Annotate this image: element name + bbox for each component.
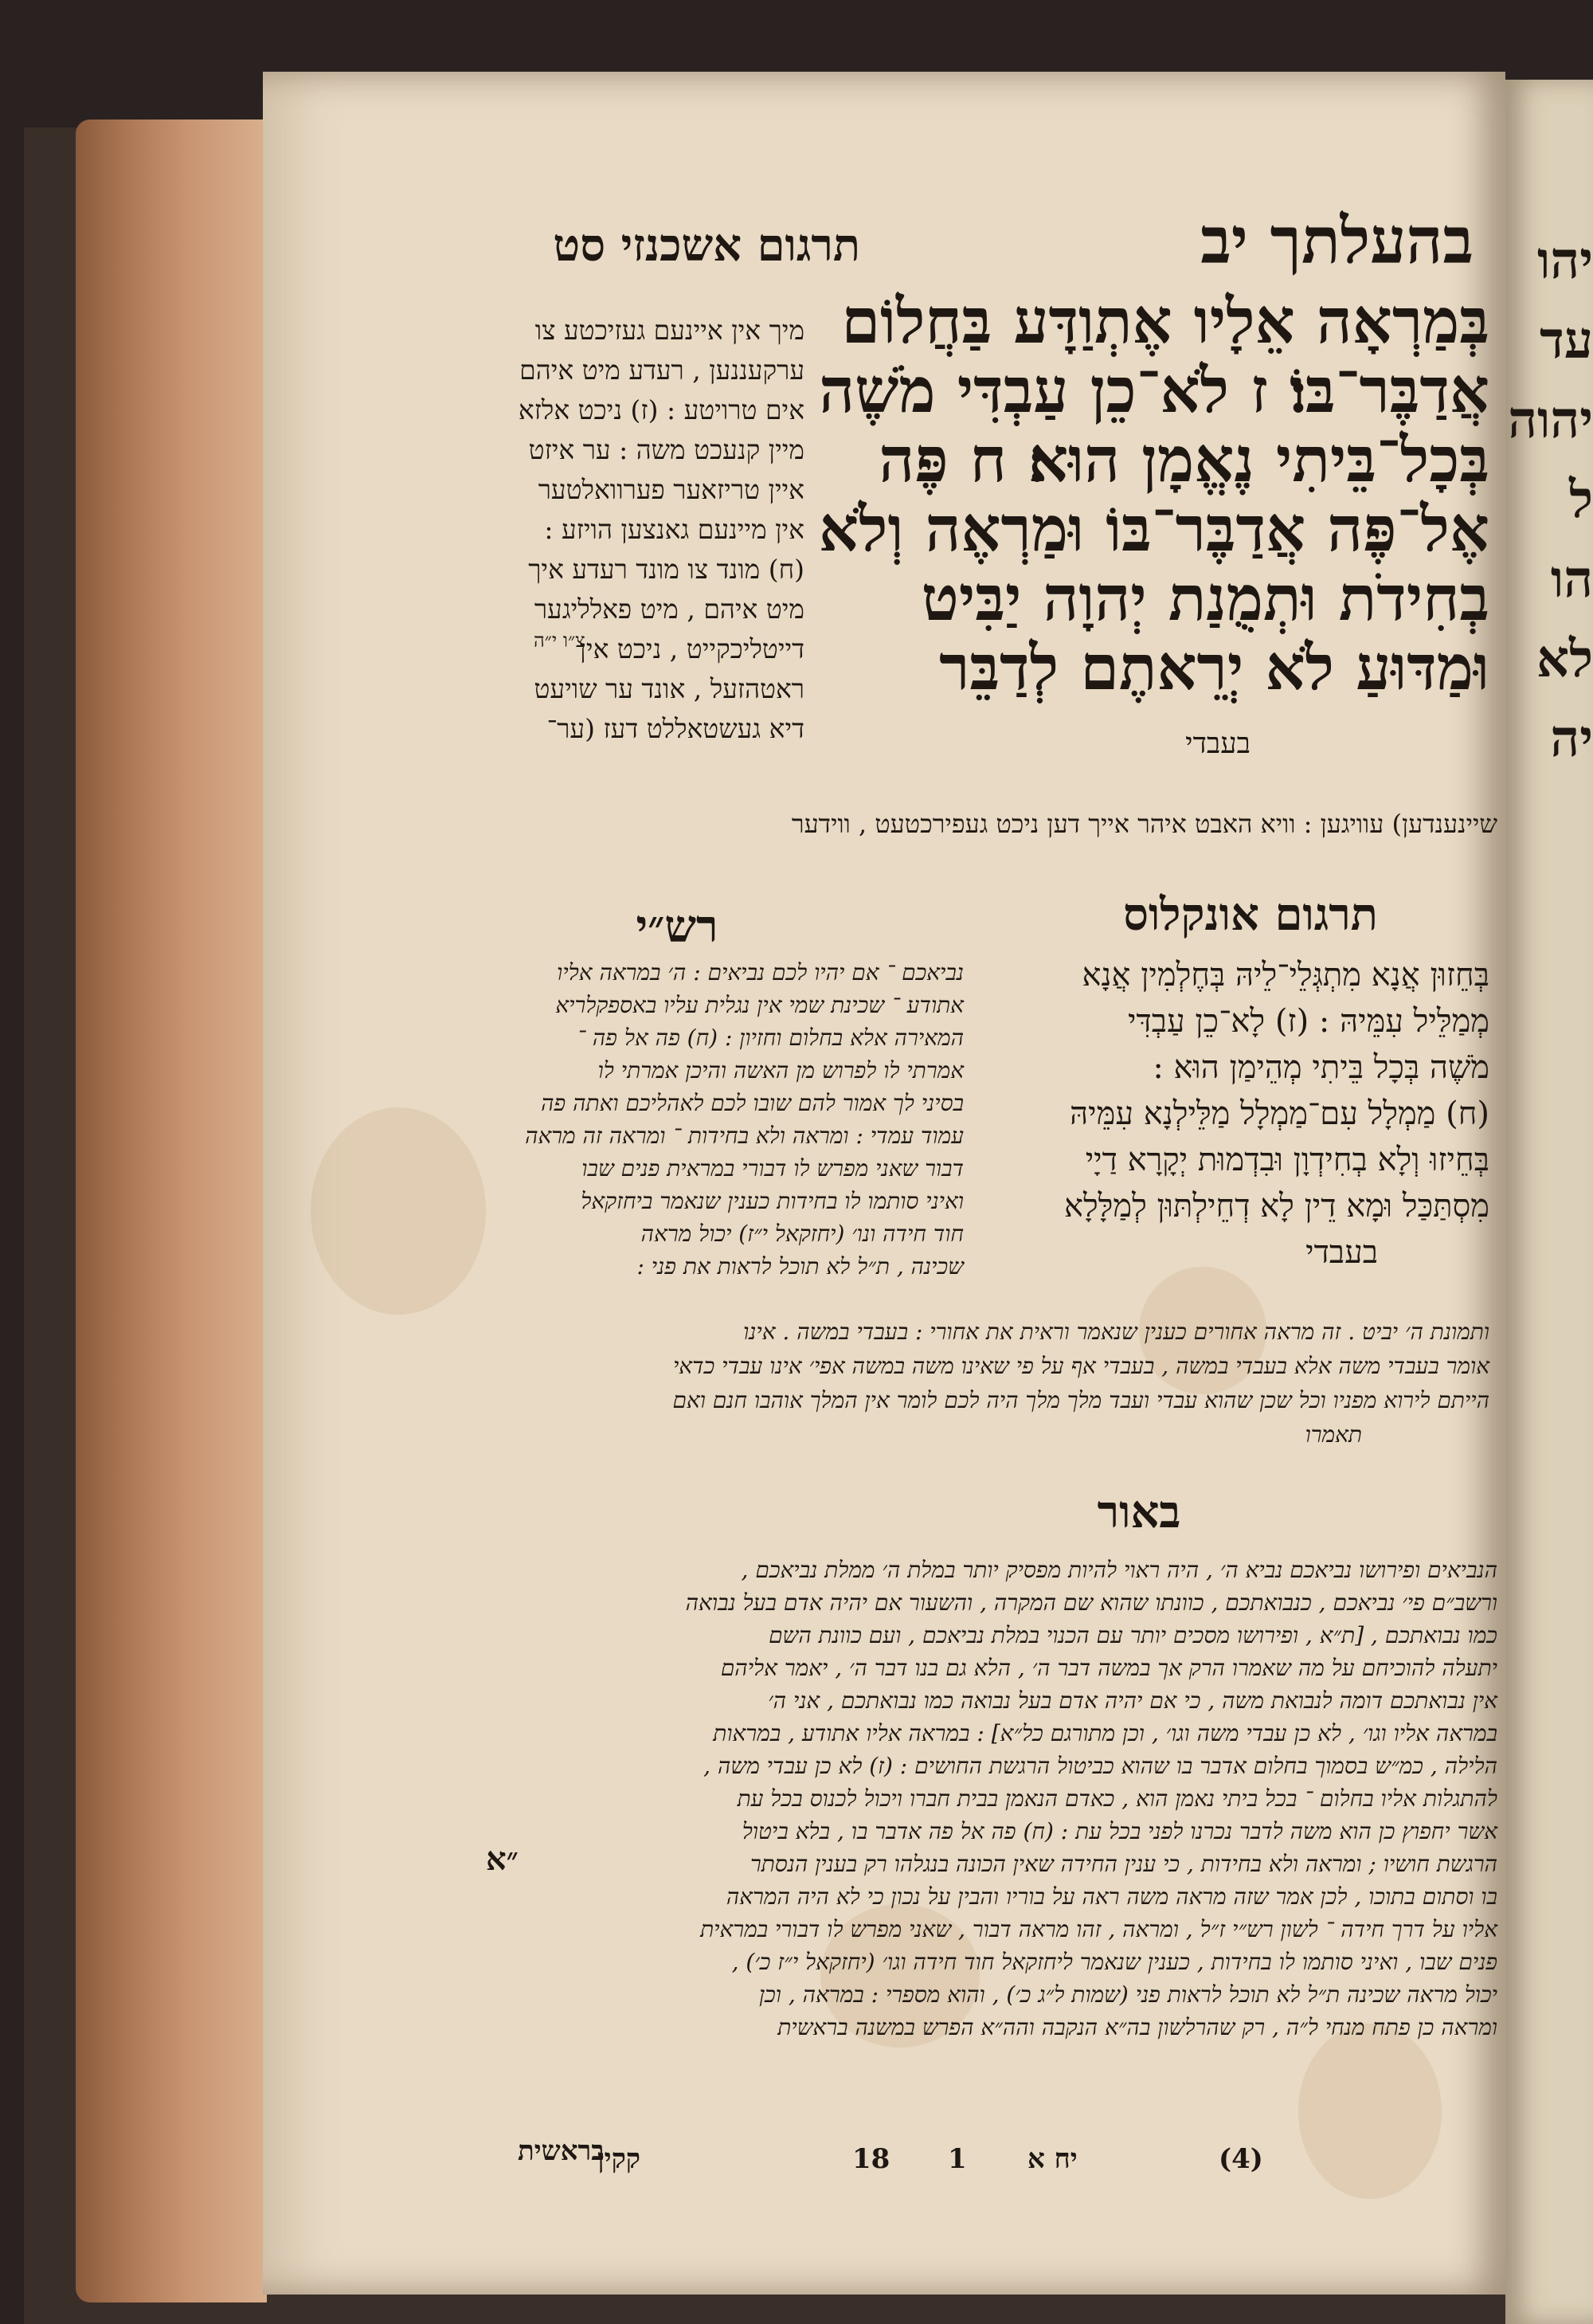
translation-line: ערקעננען , רעדע מיט איהם xyxy=(519,355,804,386)
stain xyxy=(1298,2024,1442,2199)
running-header-right: בהעלתך יב xyxy=(1200,203,1474,278)
rashi-line: אומר בעבדי משה אלא בעבדי במשה , בעבדי אף על פי שאינו משה במשה אפי׳ אינו עבדי כדאי xyxy=(672,1353,1489,1379)
biur-line: הרגשת חושיו ; ומראה ולא בחידות , כי ענין החידה שאין הכונה בנגלהו רק בענין הנסתר xyxy=(750,1851,1497,1877)
biur-line: יתעלה להוכיחם על מה שאמרו הרק אך במשה דבר ה׳ , הלא גם בנו דבר ה׳ , יאמר אליהם xyxy=(720,1655,1497,1681)
translation-line: (ח) מונד צו מונד רעדע איך xyxy=(528,554,804,585)
facing-page-text: יהוה xyxy=(1508,390,1593,450)
rashi-line: ותמונת ה׳ יביט . זה מראה אחורים כענין שנאמר וראית את אחורי : בעבדי במשה . אינו xyxy=(743,1319,1489,1345)
biur-line: אליו על דרך חידה ־ לשון רש״י ז״ל , ומראה , זהו מראה דבור , שאני מפרש לו דבורי במראית xyxy=(700,1916,1497,1942)
biur-line: אשר יחפוץ כן הוא משה לדבר נכרנו לפני בכל עת : (ח) פה אל פה אדבר בו , בלא ביטול xyxy=(742,1818,1497,1844)
translation-line: מיין קנעכט משה : ער איזט xyxy=(528,434,804,465)
rashi-line: המאירה אלא בחלום וחזיון : (ח) פה אל פה ־ xyxy=(577,1025,964,1051)
verse-line: אֶל־פֶּה אֲדַבֶּר־בּוֹ וּמַרְאֶה וְלֹא xyxy=(818,493,1489,566)
translation-line: אים טרויטע : (ז) ניכט אלזא xyxy=(518,394,804,425)
rashi-line: שכינה , ת״ל לא תוכל לראות את פני : xyxy=(636,1253,964,1280)
translation-line: ראטהזעל , אונד ער שויעט xyxy=(534,673,804,704)
biur-line: יכול מראה שכינה ת״ל לא תוכל לראות פני (שמות ל״ג כ׳) , והוא מספרי : במראה , וכן xyxy=(758,1981,1497,2008)
facing-page-text: ל xyxy=(1569,470,1593,530)
page-number: (4) xyxy=(1219,2143,1263,2175)
onkelos-line: (ח) מַמְלָל עִם־מַמְלָל מַלֵּילְנָא עִמֵּיהּ xyxy=(1070,1095,1489,1132)
biur-heading: באור xyxy=(1097,1486,1181,1538)
ink-mark: ״א xyxy=(486,1840,519,1878)
biur-line: כמו נבואתכם , [ת״א , ופירושו מסכים יותר עם הכנוי במלת נביאכם , ועם כוונת השם xyxy=(769,1622,1497,1648)
biur-line: הלילה , כמ״ש בסמוך בחלום אדבר בו שהוא כביטול הרגשת החושים : (ז) לא כן עבדי משה , xyxy=(703,1753,1497,1779)
onkelos-text xyxy=(980,952,1489,1276)
rashi-line: בסיני לך אמור להם שובו לכם לאהליכם ואתה פה xyxy=(541,1090,964,1116)
running-header-left: תרגום אשכנזי סט xyxy=(553,219,860,272)
onkelos-line: בְּחֵזוּן אֲנָא מִתְגְּלֵי־לֵיהּ בְּחֶלְמִין אֲנָא xyxy=(1082,957,1489,993)
footer-catchword: בראשית xyxy=(518,2135,605,2167)
torah-verse-block xyxy=(820,287,1489,703)
biur-text xyxy=(414,1554,1497,2044)
verse-line: אֲדַבֶּר־בּוֹ׃ ז לֹא־כֵן עַבְדִּי מֹשֶׁה xyxy=(819,355,1489,427)
biur-line: ומראה כן פתח מנחי ל״ה , רק שהרלשון בה״א הנקבה והה״א הפרש במשנה בראשית xyxy=(777,2014,1497,2040)
onkelos-line: מֹשֶׁה בְּכָל בֵּיתִי מְהֵימַן הוּא : xyxy=(1153,1049,1489,1086)
rashi-line: חוד חידה ונו׳ (יחזקאל י״ז) יכול מראה xyxy=(640,1221,964,1247)
verse-line: וּמַדּוּעַ לֹא יְרֵאתֶם לְדַבֵּר xyxy=(939,632,1489,704)
page-edges xyxy=(76,120,267,2302)
book-page xyxy=(263,72,1505,2295)
rashi-line: נביאכם ־ אם יהיו לכם נביאים : ה׳ במראה אליו xyxy=(557,959,964,986)
translation-line: איין טריזאער פערוואלטער xyxy=(538,474,804,505)
rashi-heading: רש״י xyxy=(636,900,718,953)
biur-line: להתגלות אליו בחלום ־ בכל ביתי נאמן הוא , כאדם הנאמן בבית חברו ויכול לכנוס בכל עת xyxy=(737,1785,1497,1812)
onkelos-line: בְּחֵיזוּ וְלָא בְחִידְוָן וּבִדְמוּת יְקָרָא דַיָי xyxy=(1085,1142,1489,1178)
rashi-continuation xyxy=(422,1315,1489,1452)
facing-page-text: עד xyxy=(1540,311,1593,370)
translation-full-line: שיינענדען) עוויגען : וויא האבט איהר אייך דען ניכט געפירכטעט , ווידער xyxy=(791,809,1497,839)
biur-line: במראה אליו וגו׳ , לא כן עבדי משה וגו׳ , וכן מתורגם כל״א] : במראה אליו אתודע , במראות xyxy=(713,1720,1497,1746)
facing-page-text: הו xyxy=(1550,550,1593,609)
facing-page-text: יה xyxy=(1550,709,1593,769)
facing-page-text: יהו xyxy=(1537,231,1593,291)
rashi-text xyxy=(422,956,964,1283)
translation-line: מיט איהם , מיט פאלליגער xyxy=(534,594,804,625)
translation-line: דיא געשטאללט דעז (ער־ xyxy=(546,713,804,744)
signature-mark: קקין xyxy=(597,2143,640,2175)
ashkenazi-translation xyxy=(382,311,804,749)
signature-mark: 1 xyxy=(948,2143,967,2175)
rashi-line: אמרתי לו לפרוש מן האשה והיכן אמרתי לו xyxy=(597,1057,964,1084)
facing-page-text: לא xyxy=(1536,629,1593,689)
onkelos-catchword: בעבדי xyxy=(1305,1234,1378,1271)
rashi-line: דבור שאני מפרש לו דבורי במראית פנים שבו xyxy=(581,1155,964,1182)
onkelos-heading: תרגום אונקלוס xyxy=(1123,888,1378,941)
verse-catchword: בעבדי xyxy=(1185,727,1251,760)
translation-line: דייטליכקייט , ניכט אין xyxy=(579,633,804,664)
onkelos-line: מְמַלֵּיל עִמֵּיהּ : (ז) לָא־כֵן עַבְדִּי xyxy=(1127,1003,1489,1040)
verse-line: בְּכָל־בֵּיתִי נֶאֱמָן הוּא׃ ח פֶּה xyxy=(879,424,1489,496)
rashi-line: ואיני סותמו לו בחידות כענין שנאמר ביחזקאל xyxy=(581,1188,964,1214)
biur-line: ורשב״ם פי׳ נביאכם , כנבואתכם , כוונתו שהוא שם המקרה , והשעור אם יהיה אדם בעל נבואה xyxy=(685,1589,1497,1616)
signature-mark: יח א xyxy=(1027,2143,1078,2175)
rashi-line: הייתם לירוא מפניו וכל שכן שהוא עבדי ועבד מלך מלך היה לכם לומר אין המלך אוהבו חנם ואם xyxy=(672,1387,1489,1413)
rashi-line: תאמרו xyxy=(1305,1421,1362,1448)
rashi-line: אתודע ־ שכינת שמי אין נגלית עליו באספקלריא xyxy=(555,992,964,1018)
signature-number: 18 xyxy=(852,2143,890,2175)
biur-line: אין נבואתכם דומה לנבואת משה , כי אם יהיה אדם בעל נבואה כמו נבואתכם , אני ה׳ xyxy=(768,1687,1497,1714)
facing-page-edge xyxy=(1505,80,1593,2324)
verse-line: בְחִידֹת וּתְמֻנַת יְהוָה יַבִּיט xyxy=(921,562,1489,635)
biur-line: הנביאים ופירושו נביאכם נביא ה׳ , היה ראוי להיות מפסיק יותר במלת ה׳ ממלת נביאכם , xyxy=(741,1557,1497,1583)
margin-note: צ״ו י״ה xyxy=(534,629,585,652)
translation-line: מיך אין איינעם געזיכטע צו xyxy=(534,315,804,346)
translation-line: אין מיינעם גאנצען הויזע : xyxy=(544,514,804,545)
verse-line: בְּמַרְאָה אֵלָיו אֶתְוַדָּע בַּחֲלוֹם xyxy=(841,285,1489,358)
onkelos-line: מִסְתַּכַּל וּמָא דֵין לָא דְחֵילְתּוּן לְמַלָּלָא xyxy=(1063,1188,1489,1225)
rashi-line: עמוד עמדי : ומראה ולא בחידות ־ ומראה זה מראה xyxy=(525,1123,964,1149)
biur-line: בו וסתום בתוכו , לכן אמר שזה מראה משה ראה על בוריו והבין על נכון כי לא היה המראה xyxy=(726,1883,1497,1910)
biur-line: פנים שבו , ואיני סותמו לו בחידות , כענין שנאמר ליחזקאל חוד חידה וגו׳ (יחזקאל י״ז כ׳) , xyxy=(731,1949,1497,1975)
